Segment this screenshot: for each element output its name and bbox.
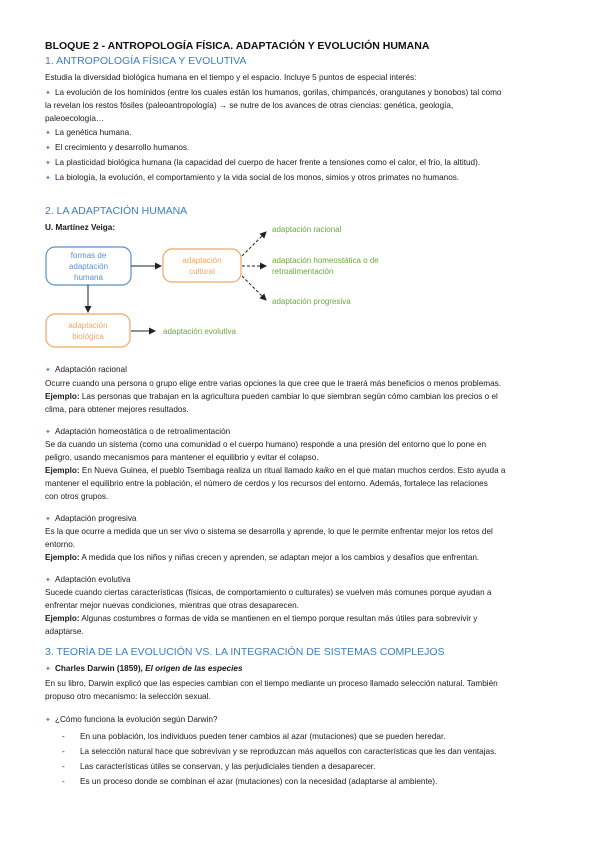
racional-example-cont: clima, para obtener mejores resultados. [45,405,189,414]
list-item-continuation: la revelan los restos fósiles (paleoantropología) → se nutre de los avances de otras ciencias: genética, geología, [45,101,454,110]
list-item: ✦ La evolución de los homínidos (entre los cuales están los humanos, gorilas, chimpancés, orangutanes y bonobos) tal como [45,86,565,100]
author-line: U. Martínez Veiga: [45,223,116,232]
racional-label: adaptación racional [272,225,342,234]
darwin-line: ✦ Charles Darwin (1859), El origen de las especies [45,662,565,676]
cultural-label-2: cultural [189,267,215,276]
document-title: BLOQUE 2 - ANTROPOLOGÍA FÍSICA. ADAPTACIÓN Y EVOLUCIÓN HUMANA [45,40,430,52]
homeostatica-example: Ejemplo: En Nueva Guinea, el pueblo Tsembaga realiza un ritual llamado kaiko en el que matan muchos cerdos. Esto ayuda a [45,466,506,475]
racional-example: Ejemplo: Las personas que trabajan en la agricultura pueden cambiar lo que siembran según cómo cambian los precios o el [45,392,498,401]
list-item-continuation: paleoecología… [45,114,105,123]
small-star-icon: ✦ [45,175,51,182]
progresiva-text-1: Es la que ocurre a medida que un ser vivo o sistema se desarrolla y aprende, lo que le permite enfrentar mejor los retos del [45,527,493,536]
section-1-heading: 1. ANTROPOLOGÍA FÍSICA Y EVOLUTIVA [45,55,247,67]
question-line: ✦ ¿Cómo funciona la evolución según Darwin? [45,713,565,727]
list-item: ✦ La biología, la evolución, el comportamiento y la vida social de los monos, simios y otros primates no humanos. [45,171,565,185]
small-star-icon: ✦ [45,666,51,673]
cultural-box [163,249,241,282]
list-item: ✦ La plasticidad biológica humana (la capacidad del cuerpo de hacer frente a tensiones como el calor, el frío, la altitud). [45,156,565,170]
dash-icon: - [62,732,65,741]
evolutiva-example: Ejemplo: Algunas costumbres o formas de vida se mantienen en el tiempo porque resultan más útiles para sobrevivir y [45,614,478,623]
dash-icon: - [62,777,65,786]
subsection-title-evolutiva: ✦ Adaptación evolutiva [45,573,565,587]
arrow-to-progresiva [242,276,266,300]
progresiva-text-2: entorno. [45,540,76,549]
small-star-icon: ✦ [45,160,51,167]
evolutiva-text-1: Sucede cuando ciertas características (físicas, de comportamiento o culturales) se vuelven más comunes porque ayudan a [45,588,492,597]
subsection-title-racional: ✦ Adaptación racional [45,363,565,377]
section-1-intro: Estudia la diversidad biológica humana en el tiempo y el espacio. Incluye 5 puntos de especial interés: [45,73,417,82]
homeostatica-example-cont: mantener el equilibrio entre la población, el número de cerdos y los recursos del entorno. Además, fortalece las relaciones [45,479,488,488]
evolutiva-label: adaptación evolutiva [163,327,236,336]
small-star-icon: ✦ [45,90,51,97]
small-star-icon: ✦ [45,577,51,584]
racional-text: Ocurre cuando una persona o grupo elige entre varias opciones la que cree que le traerá más beneficios o menos problemas. [45,379,502,388]
darwin-paragraph-1: En su libro, Darwin explicó que las especies cambian con el tiempo mediante un proceso llamado selección natural. También [45,679,498,688]
biologica-label-2: biológica [72,332,104,341]
small-star-icon: ✦ [45,429,51,436]
homeostatica-label-1: adaptación homeostática o de [272,256,379,265]
list-item: - La selección natural hace que sobrevivan y se reproduzcan más aquellos con características que les dan ventajas. [62,747,497,756]
small-star-icon: ✦ [45,145,51,152]
small-star-icon: ✦ [45,367,51,374]
list-item: ✦ El crecimiento y desarrollo humanos. [45,141,565,155]
formas-label-1: formas de [70,251,107,260]
homeostatica-example-cont: con otros grupos. [45,492,109,501]
small-star-icon: ✦ [45,516,51,523]
formas-label-2: adaptación [68,262,109,271]
evolutiva-example-cont: adaptarse. [45,627,84,636]
biologica-box [46,314,130,347]
progresiva-label: adaptación progresiva [272,297,351,306]
list-item: ✦ La genética humana. [45,126,565,140]
homeostatica-text-2: peligro, usando mecanismos para mantener el equilibrio y evitar el colapso. [45,453,319,462]
small-star-icon: ✦ [45,717,51,724]
list-item: - En una población, los individuos pueden tener cambios al azar (mutaciones) que se pueden heredar. [62,732,446,741]
darwin-paragraph-2: propuso otro mecanismo: la selección sexual. [45,692,211,701]
subsection-title-progresiva: ✦ Adaptación progresiva [45,512,565,526]
small-star-icon: ✦ [45,130,51,137]
dash-icon: - [62,747,65,756]
section-3-heading: 3. TEORÍA DE LA EVOLUCIÓN VS. LA INTEGRACIÓN DE SISTEMAS COMPLEJOS [45,646,445,658]
progresiva-example: Ejemplo: A medida que los niños y niñas crecen y aprenden, se adaptan mejor a los cambios y desafíos que enfrentan. [45,553,480,562]
formas-label-3: humana [74,273,103,282]
dash-icon: - [62,762,65,771]
section-2-heading: 2. LA ADAPTACIÓN HUMANA [45,205,188,217]
evolutiva-text-2: enfrentar mejor nuevas condiciones, mientras que otras desaparecen. [45,601,299,610]
biologica-label-1: adaptación [68,321,108,330]
homeostatica-text-1: Se da cuando un sistema (como una comunidad o el cuerpo humano) responde a una presión del entorno que lo pone en [45,440,487,449]
list-item: - Las características útiles se conservan, y las perjudiciales tienden a desaparecer. [62,762,376,771]
arrow-to-racional [242,232,266,256]
cultural-label-1: adaptación [182,256,222,265]
list-item: - Es un proceso donde se combinan el azar (mutaciones) con la necesidad (adaptarse al ambiente). [62,777,438,786]
subsection-title-homeostatica: ✦ Adaptación homeostática o de retroalimentación [45,425,565,439]
homeostatica-label-2: retroalimentación [272,267,334,276]
